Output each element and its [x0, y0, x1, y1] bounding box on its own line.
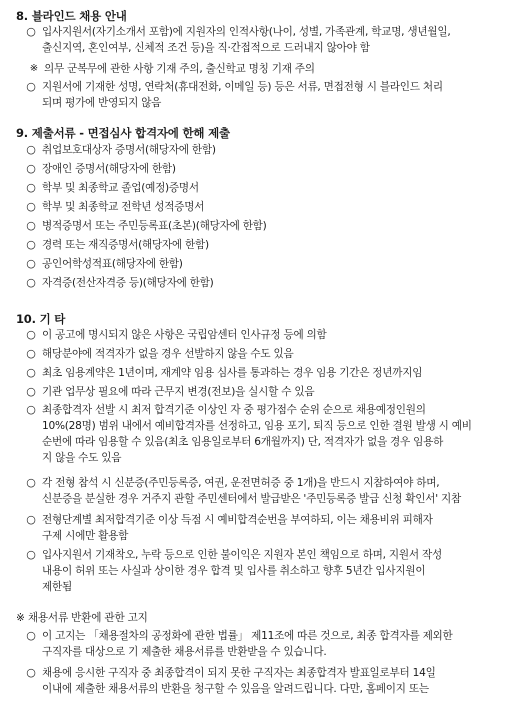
item-text-line: 경력 또는 재직증명서(해당자에 한함) — [42, 239, 209, 251]
item-text-line: 10%(28명) 범위 내에서 예비합격자를 선정하고, 임용 포기, 퇴직 등으로 인한 결원 발생 시 예비 — [42, 420, 472, 432]
bullet-circle-icon: ○ — [26, 347, 36, 360]
bullet-circle-icon: ○ — [26, 403, 36, 416]
item-text-line: 구직자를 대상으로 기 제출한 채용서류를 반환받을 수 있습니다. — [42, 646, 327, 658]
bullet-circle-icon: ○ — [26, 200, 36, 213]
note-mark-icon: ※ — [29, 63, 39, 74]
bullet-circle-icon: ○ — [26, 143, 36, 156]
item-text-line: 지원서에 기재한 성명, 연락처(휴대전화, 이메일 등) 등은 서류, 면접전형 시 블라인드 처리 — [42, 81, 443, 93]
bullet-circle-icon: ○ — [26, 513, 36, 526]
item-text-line: 이내에 제출한 채용서류의 반환을 청구할 수 있음을 알려드립니다. 다만, 홈페이지 또는 — [42, 683, 429, 695]
item-text-line: 순번에 따라 임용할 수 있음(최초 임용일로부터 6개월까지) 단, 적격자가 없을 경우 임용하 — [42, 436, 444, 448]
bullet-circle-icon: ○ — [26, 181, 36, 194]
item-text-line: 각 전형 참석 시 신분증(주민등록증, 여권, 운전면허증 중 1개)을 반드시 지참하여야 하며, — [42, 477, 440, 489]
bullet-circle-icon: ○ — [26, 629, 36, 642]
bullet-circle-icon: ○ — [26, 162, 36, 175]
item-text-line: 입사지원서(자기소개서 포함)에 지원자의 인적사항(나이, 성별, 가족관계, 학교명, 생년월일, — [42, 26, 451, 38]
bullet-circle-icon: ○ — [26, 476, 36, 489]
item-text-line: 구제 시에만 활용함 — [42, 530, 129, 542]
item-text-line: 되며 평가에 반영되지 않음 — [42, 97, 162, 109]
item-text-line: 자격증(전산자격증 등)(해당자에 한함) — [42, 277, 214, 289]
bullet-circle-icon: ○ — [26, 366, 36, 379]
item-text-line: 해당분야에 적격자가 없을 경우 선발하지 않을 수도 있음 — [42, 348, 294, 360]
section-8-title: 8. 블라인드 채용 안내 — [16, 9, 127, 23]
item-text-line: 최초 임용계약은 1년이며, 재계약 임용 심사를 통과하는 경우 임용 기간은 정년까지임 — [42, 367, 423, 379]
bullet-circle-icon: ○ — [26, 276, 36, 289]
item-text-line: 신분증을 분실한 경우 거주지 관할 주민센터에서 발급받은 '주민등록증 발급 신청 확인서' 지참 — [42, 493, 461, 505]
item-text-line: 기관 업무상 필요에 따라 근무지 변경(전보)을 실시할 수 있음 — [42, 386, 315, 398]
bullet-circle-icon: ○ — [26, 385, 36, 398]
bullet-circle-icon: ○ — [26, 548, 36, 561]
bullet-circle-icon: ○ — [26, 25, 36, 38]
item-text-line: 장애인 증명서(해당자에 한함) — [42, 163, 176, 175]
item-text-line: 병적증명서 또는 주민등록표(초본)(해당자에 한함) — [42, 220, 267, 232]
item-text-line: 채용에 응시한 구직자 중 최종합격이 되지 못한 구직자는 최종합격자 발표일로부터 14일 — [42, 667, 436, 679]
item-text-line: 취업보호대상자 증명서(해당자에 한함) — [42, 144, 216, 156]
item-text-line: 출신지역, 혼인여부, 신체적 조건 등)을 직·간접적으로 드러내지 않아야 함 — [42, 42, 370, 54]
section-9-title: 9. 제출서류 - 면접심사 합격자에 한해 제출 — [16, 126, 230, 140]
bullet-circle-icon: ○ — [26, 238, 36, 251]
item-text-line: 지 않을 수도 있음 — [42, 452, 122, 464]
item-text-line: 내용이 허위 또는 사실과 상이한 경우 합격 및 입사를 취소하고 향후 5년간 입사지원이 — [42, 565, 426, 577]
item-text-line: 입사지원서 기재착오, 누락 등으로 인한 불이익은 지원자 본인 책임으로 하며, 지원서 작성 — [42, 549, 442, 561]
item-text-line: 학부 및 최종학교 졸업(예정)증명서 — [42, 182, 199, 194]
item-text-line: 최종합격자 선발 시 최저 합격기준 이상인 자 중 평가점수 순위 순으로 채용예정인원의 — [42, 404, 426, 416]
item-text-line: 의무 군복무에 관한 사항 기재 주의, 출신학교 명칭 기재 주의 — [44, 63, 315, 75]
bullet-circle-icon: ○ — [26, 80, 36, 93]
item-text-line: 이 공고에 명시되지 않은 사항은 국립암센터 인사규정 등에 의함 — [42, 329, 327, 341]
bullet-circle-icon: ○ — [26, 328, 36, 341]
item-text-line: 공인어학성적표(해당자에 한함) — [42, 258, 183, 270]
section-10-title: 10. 기 타 — [16, 312, 66, 326]
item-text-line: 제한됨 — [42, 581, 72, 593]
bullet-circle-icon: ○ — [26, 219, 36, 232]
item-text-line: 학부 및 최종학교 전학년 성적증명서 — [42, 201, 205, 213]
item-text-line: 이 고지는 「채용절차의 공정화에 관한 법률」 제11조에 따른 것으로, 최종 합격자를 제외한 — [42, 630, 453, 642]
bullet-circle-icon: ○ — [26, 666, 36, 679]
item-text-line: 전형단계별 최저합격기준 이상 득점 시 예비합격순번을 부여하되, 이는 채용비위 피해자 — [42, 514, 433, 526]
notice-heading: ※ 채용서류 반환에 관한 고지 — [16, 612, 148, 624]
bullet-circle-icon: ○ — [26, 257, 36, 270]
